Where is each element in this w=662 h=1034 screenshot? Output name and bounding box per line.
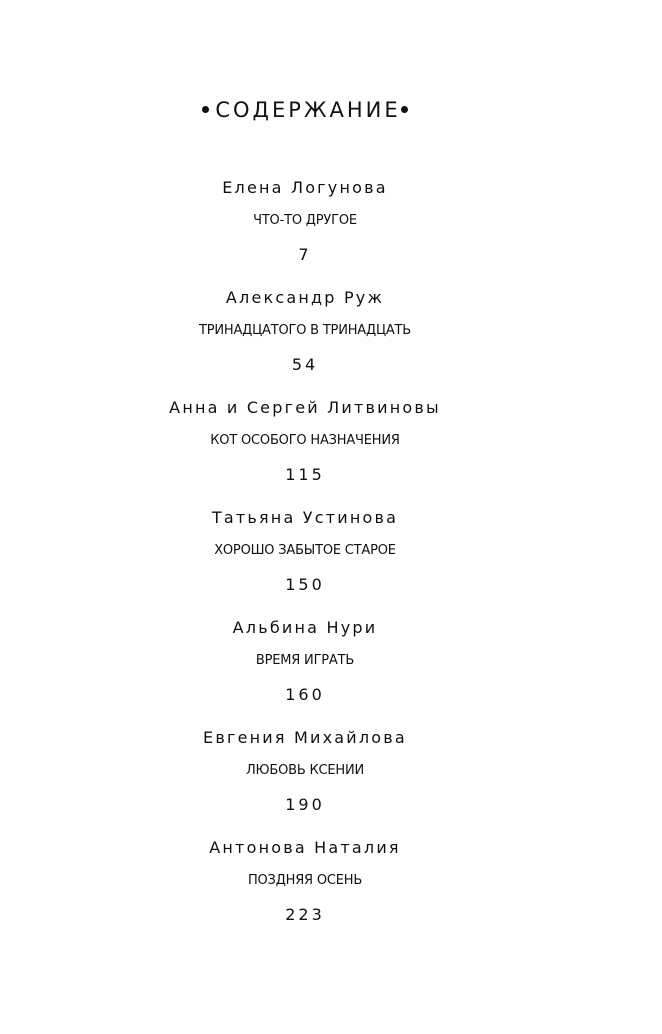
entry-author: Александр Руж xyxy=(225,288,385,307)
entry-page-number: 115 xyxy=(285,465,325,484)
entry-page-number: 223 xyxy=(285,905,325,924)
entry-title: ВРЕМЯ ИГРАТЬ xyxy=(255,653,355,668)
contents-entry[interactable] xyxy=(0,615,610,725)
entry-author: Елена Логунова xyxy=(222,178,388,197)
entry-page-number: 190 xyxy=(285,795,325,814)
contents-entry[interactable] xyxy=(0,175,610,285)
contents-heading-text: СОДЕРЖАНИЕ xyxy=(215,98,401,122)
entry-title: ТРИНАДЦАТОГО В ТРИНАДЦАТЬ xyxy=(198,323,411,338)
entry-page-number: 54 xyxy=(291,355,319,374)
contents-heading xyxy=(0,98,610,122)
entry-title: ЛЮБОВЬ КСЕНИИ xyxy=(245,763,365,778)
contents-entry[interactable] xyxy=(0,835,610,945)
bullet-icon xyxy=(202,106,209,113)
entry-author: Антонова Наталия xyxy=(209,838,401,857)
contents-list xyxy=(0,175,610,945)
entry-page-number: 7 xyxy=(298,245,312,264)
contents-entry[interactable] xyxy=(0,285,610,395)
entry-title: ПОЗДНЯЯ ОСЕНЬ xyxy=(247,873,363,888)
entry-title: КОТ ОСОБОГО НАЗНАЧЕНИЯ xyxy=(210,433,400,448)
bullet-icon xyxy=(401,106,408,113)
contents-entry[interactable] xyxy=(0,725,610,835)
entry-page-number: 150 xyxy=(285,575,325,594)
entry-author: Татьяна Устинова xyxy=(211,508,399,527)
entry-author: Евгения Михайлова xyxy=(203,728,407,747)
contents-entry[interactable] xyxy=(0,505,610,615)
entry-author: Альбина Нури xyxy=(232,618,378,637)
entry-title: ЧТО-ТО ДРУГОЕ xyxy=(253,213,357,228)
contents-entry[interactable] xyxy=(0,395,610,505)
entry-page-number: 160 xyxy=(285,685,325,704)
entry-author: Анна и Сергей Литвиновы xyxy=(169,398,441,417)
entry-title: ХОРОШО ЗАБЫТОЕ СТАРОЕ xyxy=(214,543,396,558)
